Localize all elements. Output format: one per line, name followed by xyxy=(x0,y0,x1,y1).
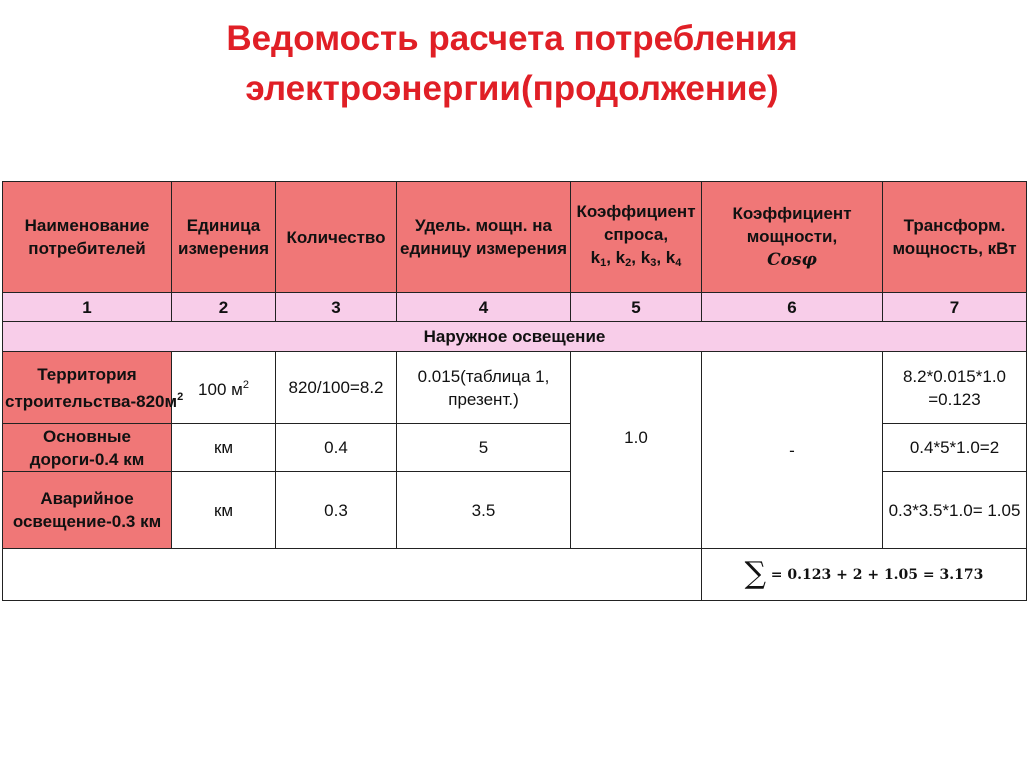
specific-power-cell: 5 xyxy=(397,424,571,472)
demand-coefficient-cell: 1.0 xyxy=(571,352,702,549)
table-row xyxy=(3,352,1027,424)
consumption-table xyxy=(2,181,1027,601)
column-number: 5 xyxy=(571,293,702,322)
unit-cell: 100 $м^2$ xyxy=(172,352,276,424)
header-row xyxy=(3,182,1027,293)
header-demand-coefficient-text: Коэффициент спроса, xyxy=(576,201,696,244)
consumer-name: Основные дороги-0.4 км xyxy=(3,424,172,472)
k3-label: $k_3$ xyxy=(640,247,657,269)
k4-label: $k_4$ xyxy=(665,247,682,269)
header-demand-coefficient: Коэффициент спроса, $k_1$, $k_2$, $k_3$, $k_4$ xyxy=(571,182,702,293)
column-number-row xyxy=(3,293,1027,322)
transformer-power-cell: 0.4*5*1.0=2 xyxy=(883,424,1027,472)
sum-empty-cell xyxy=(3,549,702,601)
section-title: Наружное освещение xyxy=(3,322,1027,352)
sum-formula-cell xyxy=(702,549,1027,601)
sum-row xyxy=(3,549,1027,601)
header-specific-power: Удель. мощн. на единицу измерения xyxy=(397,182,571,293)
quantity-cell: 0.4 xyxy=(276,424,397,472)
specific-power-cell: 0.015(таблица 1, презент.) xyxy=(397,352,571,424)
header-power-factor xyxy=(702,182,883,293)
cos-phi-symbol: Cosφ xyxy=(767,250,817,270)
consumer-name: Территория строительства-$820м^2$ xyxy=(3,352,172,424)
sigma-symbol: ∑ xyxy=(744,556,767,591)
transformer-power-cell: 8.2*0.015*1.0 =0.123 xyxy=(883,352,1027,424)
quantity-cell: 0.3 xyxy=(276,472,397,549)
sum-formula: = 0.123 + 2 + 1.05 = 3.173 xyxy=(770,567,984,583)
unit-cell: км xyxy=(172,424,276,472)
k2-label: $k_2$ xyxy=(615,247,632,269)
consumer-name: Аварийное освещение-0.3 км xyxy=(3,472,172,549)
transformer-power-cell: 0.3*3.5*1.0= 1.05 xyxy=(883,472,1027,549)
specific-power-cell: 3.5 xyxy=(397,472,571,549)
column-number: 6 xyxy=(702,293,883,322)
section-row xyxy=(3,322,1027,352)
column-number: 3 xyxy=(276,293,397,322)
title-line-1: Ведомость расчета потребления xyxy=(226,19,798,58)
unit-cell: км xyxy=(172,472,276,549)
column-number: 7 xyxy=(883,293,1027,322)
header-power-factor-text: Коэффициент мощности, xyxy=(732,204,852,246)
power-factor-cell: - xyxy=(702,352,883,549)
column-number: 1 xyxy=(3,293,172,322)
header-transformer-power: Трансформ. мощность, кВт xyxy=(883,182,1027,293)
header-quantity: Количество xyxy=(276,182,397,293)
header-consumer-name: Наименование потребителей xyxy=(3,182,172,293)
title-line-2: электроэнергии(продолжение) xyxy=(245,69,779,108)
quantity-cell: 820/100=8.2 xyxy=(276,352,397,424)
k1-label: $k_1$ xyxy=(590,247,607,269)
column-number: 2 xyxy=(172,293,276,322)
header-unit: Единица измерения xyxy=(172,182,276,293)
page-title xyxy=(0,14,1024,114)
column-number: 4 xyxy=(397,293,571,322)
